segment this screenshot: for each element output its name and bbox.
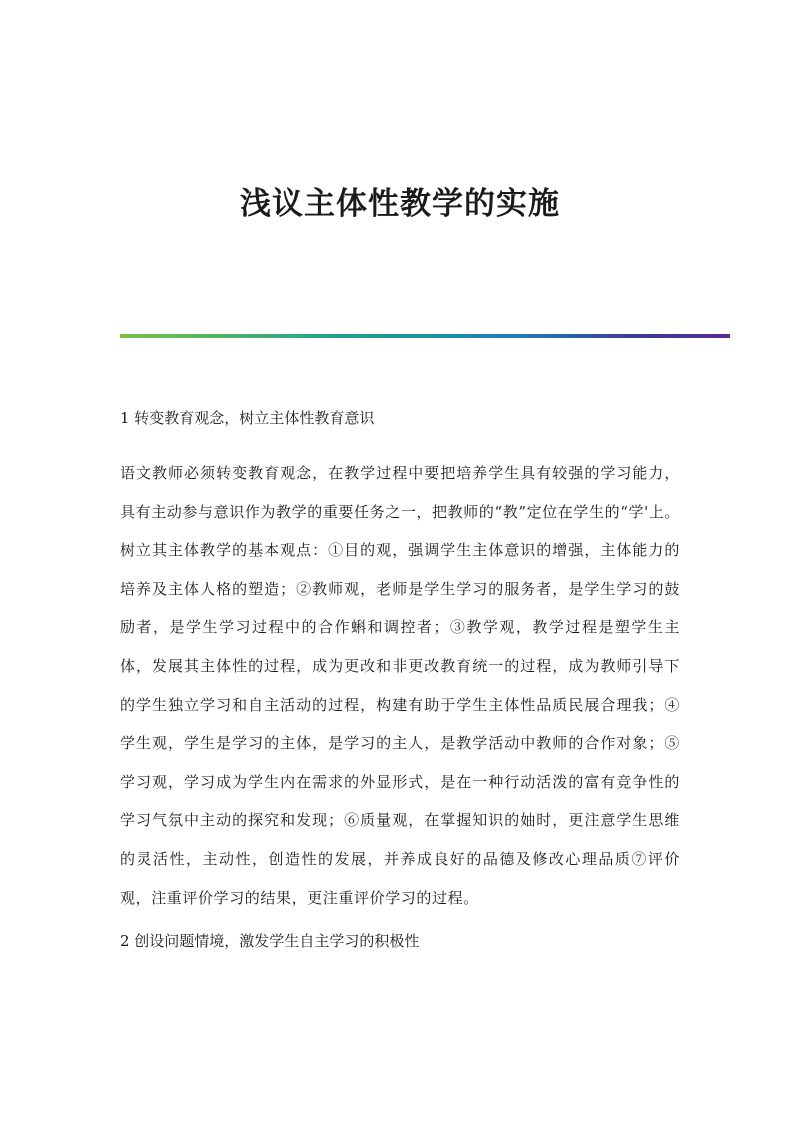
section-heading-2: 2 创设问题情境，激发学生自主学习的积极性: [120, 932, 420, 951]
page-title: 浅议主体性教学的实施: [240, 186, 560, 222]
title-divider: [120, 334, 730, 338]
section-heading-1: 1 转变教育观念，树立主体性教育意识: [120, 409, 375, 427]
section-paragraph-1: 语文教师必须转变教育观念，在教学过程中要把培养学生具有较强的学习能力，具有主动参与意识作为教学的重要任务之一，把教师的“教”定位在学生的“学'上。树立其主体教学的基本观点：①目的观，强调学生主体意识的增强，主体能力的培养及主体人格的塑造；②教师观，老师是学生学习的服务者，是学生学习的鼓励者，是学生学习过程中的合作蝌和调控者；③教学观，教学过程是塑学生主体，发展其主体性的过程，成为更改和非更改教育统一的过程，成为教师引导下的学生独立学习和自主活动的过程，构建有助于学生主体性品质民展合理我；④学生观，学生是学习的主体，是学习的主人，是教学活动中教师的合作对象；⑤学习观，学习成为学生内在需求的外显形式，是在一种行动活泼的富有竞争性的学习气氛中主动的探究和发现；⑥质量观，在掌握知识的妯时，更注意学生思维的灵活性，主动性，创造性的发展，并养成良好的品德及修改心理品质⑦评价观，注重评价学习的结果，更注重评价学习的过程。: [120, 464, 680, 907]
document-body: [120, 406, 680, 977]
